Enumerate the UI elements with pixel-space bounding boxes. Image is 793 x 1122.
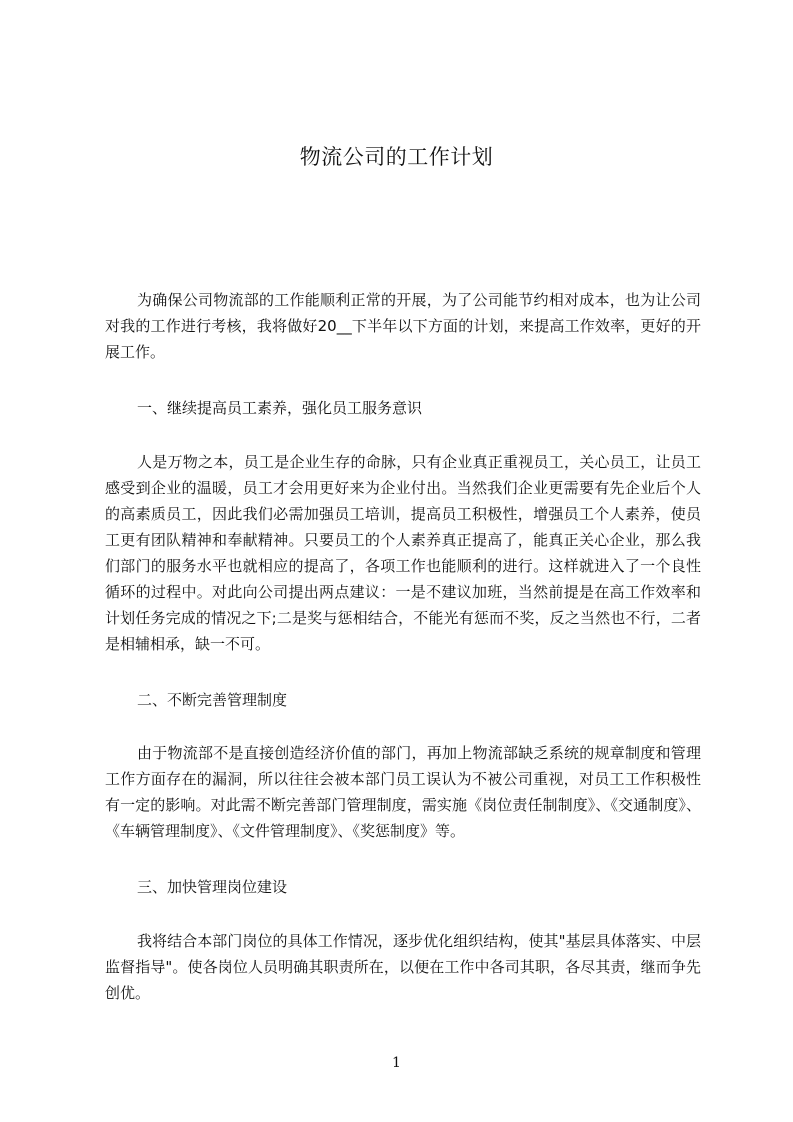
document-title: 物流公司的工作计划 bbox=[299, 145, 494, 169]
intro-paragraph: 为确保公司物流部的工作能顺利正常的开展，为了公司能节约相对成本，也为让公司对我的工作进行考核，我将做好20__下半年以下方面的计划，来提高工作效率，更好的开展工作。 bbox=[105, 291, 701, 361]
section-body-3: 我将结合本部门岗位的具体工作情况，逐步优化组织结构，使其"基层具体落实、中层监督指导"。使各岗位人员明确其职责所在，以便在工作中各司其职，各尽其责，继而争先创优。 bbox=[105, 932, 701, 1002]
section-body-2: 由于物流部不是直接创造经济价值的部门，再加上物流部缺乏系统的规章制度和管理工作方面存在的漏洞，所以往往会被本部门员工误认为不被公司重视，对员工工作积极性有一定的影响。对此需不断完善部门管理制度，需实施《岗位责任制制度》、《交通制度》、《车辆管理制度》、《文件管理制度》、《奖惩制度》等。 bbox=[105, 744, 701, 840]
page-number: 1 bbox=[392, 1055, 401, 1071]
section-heading-1: 一、继续提高员工素养，强化员工服务意识 bbox=[137, 399, 423, 417]
section-heading-2: 二、不断完善管理制度 bbox=[137, 691, 288, 709]
section-body-1: 人是万物之本，员工是企业生存的命脉，只有企业真正重视员工，关心员工，让员工感受到企业的温暖，员工才会用更好来为企业付出。当然我们企业更需要有先企业后个人的高素质员工，因此我们必需加强员工培训，提高员工积极性，增强员工个人素养，使员工更有团队精神和奉献精神。只要员工的个人素养真正提高了，能真正关心企业，那么我们部门的服务水平也就相应的提高了，各项工作也能顺利的进行。这样就进入了一个良性循环的过程中。对此向公司提出两点建议：一是不建议加班，当然前提是在高工作效率和计划任务完成的情况之下;二是奖与惩相结合，不能光有惩而不奖，反之当然也不行，二者是相辅相承，缺一不可。 bbox=[105, 453, 701, 653]
section-heading-3: 三、加快管理岗位建设 bbox=[137, 878, 288, 896]
